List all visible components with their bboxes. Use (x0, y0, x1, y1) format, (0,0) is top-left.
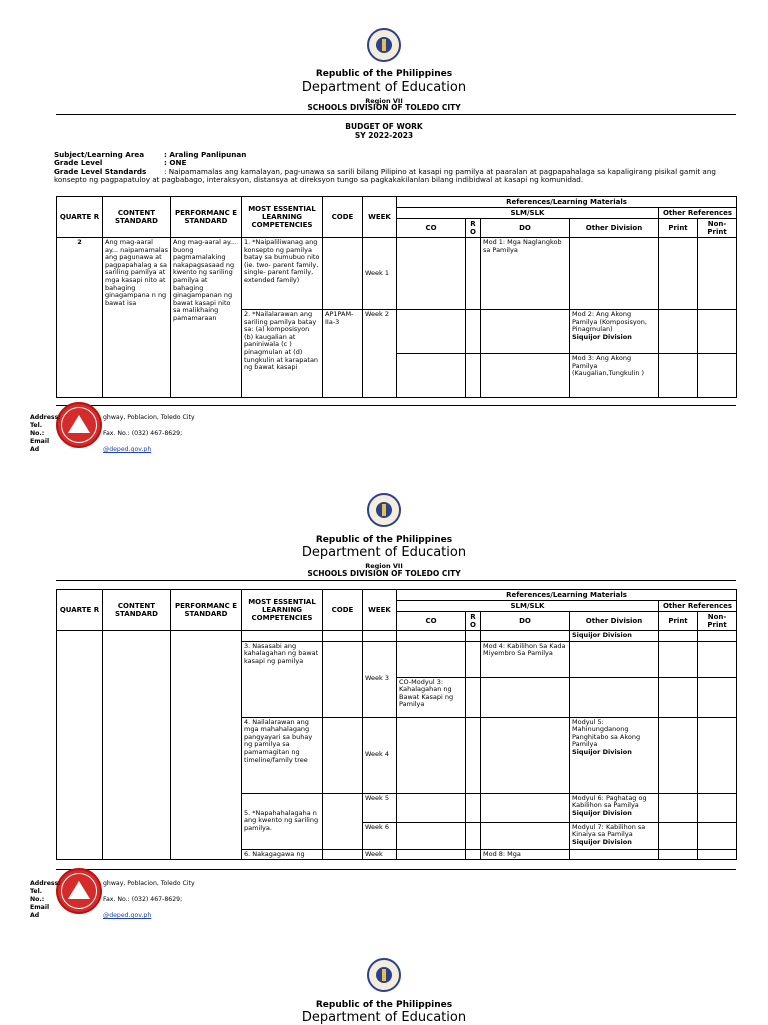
seal-logo-1 (367, 28, 401, 62)
subject-value: : Araling Panlipunan (164, 150, 247, 159)
tel-value: Fax. No.: (032) 467-8629; (103, 896, 183, 903)
col-ro: R O (466, 612, 481, 631)
performance-standard-cell: Ang mag-aaral ay... buong pagmamalaking nakapagsasaad ng kwento ng sariling pamilya at bahaging ginagampanan ng bawat kasapi nito sa malikhaing pamamaraan (171, 238, 242, 398)
other-division-cell (570, 717, 659, 793)
melc-cell (242, 631, 323, 642)
content-standard-cell: Ang mag-aaral ay... naipamamalas ang pagunawa at pagpapahalag a sa sariling pamilya at mga kasapi nito at bahaging ginagampana n ng bawat isa (103, 238, 171, 398)
col-references: References/Learning Materials (397, 197, 737, 208)
od-division: Siquijor Division (572, 837, 632, 846)
subject-info (54, 151, 740, 185)
col-performance-standard: PERFORMANC E STANDARD (171, 197, 242, 238)
address-label: Address: (30, 414, 61, 421)
print-cell (659, 717, 698, 793)
col-other-division: Other Division (570, 612, 659, 631)
department-heading: Department of Education (301, 545, 467, 560)
od-division: Siquijor Division (572, 332, 632, 341)
col-other-references: Other References (659, 208, 737, 219)
col-do: DO (481, 612, 570, 631)
col-other-references: Other References (659, 601, 737, 612)
subject-label: Subject/Learning Area (54, 150, 145, 159)
ro-cell (466, 310, 481, 354)
other-division-cell (570, 849, 659, 860)
header-divider (56, 114, 736, 115)
od-division: Siquijor Division (572, 747, 632, 756)
do-cell (481, 822, 570, 849)
col-co: CO (397, 612, 466, 631)
footer-2 (30, 880, 280, 920)
nonprint-cell (698, 677, 737, 717)
nonprint-cell (698, 849, 737, 860)
code-cell (323, 641, 363, 717)
col-print: Print (659, 612, 698, 631)
week-cell: Week 1 (363, 238, 397, 310)
od-text: Modyul 7: Kabilihon sa Kinaiya sa Pamilya (572, 822, 646, 839)
do-cell (481, 354, 570, 398)
do-cell: Mod 1: Mga Naglangkob sa Pamilya (481, 238, 570, 310)
col-code: CODE (323, 197, 363, 238)
ro-cell (466, 849, 481, 860)
week-cell: Week (363, 849, 397, 860)
tel-label: Tel. No.: (30, 888, 45, 903)
code-cell (323, 717, 363, 793)
co-cell (397, 849, 466, 860)
melc-cell: 5. *Napahahalagaha n ang kwento ng sariling pamilya. (242, 793, 323, 849)
print-cell (659, 631, 698, 642)
do-cell: Mod 4: Kabilihon Sa Kada Miyembro Sa Pamilya (481, 641, 570, 677)
od-text: Mod 2: Ang Akong Pamilya (Komposisyon, Pinagmulan) (572, 310, 647, 334)
footer-divider (56, 405, 736, 406)
col-co: CO (397, 219, 466, 238)
co-cell (397, 354, 466, 398)
melc-cell: 1. *Naipaliliwanag ang konsepto ng pamilya batay sa bumubuo nito (ie. two- parent family, single- parent family, extended family) (242, 238, 323, 310)
col-quarter: QUARTE R (57, 590, 103, 631)
col-print: Print (659, 219, 698, 238)
other-division-cell: Siquijor Division (570, 631, 659, 642)
division-label: SCHOOLS DIVISION OF TOLEDO CITY (307, 103, 461, 112)
region-label: Region VII (365, 562, 403, 570)
col-week: WEEK (363, 197, 397, 238)
address-label: Address: (30, 880, 61, 887)
other-division-cell (570, 793, 659, 822)
co-cell (397, 238, 466, 310)
republic-heading: Republic of the Philippines (315, 535, 453, 545)
co-cell (397, 641, 466, 677)
other-division-cell (570, 238, 659, 310)
co-cell (397, 717, 466, 793)
col-ro: R O (466, 219, 481, 238)
col-references: References/Learning Materials (397, 590, 737, 601)
week-cell: Week 2 (363, 310, 397, 398)
co-cell (397, 822, 466, 849)
footer-divider (56, 869, 736, 870)
od-text: Modyul 5: Mahinungdanong Panghitabo sa Akong Pamilya (572, 717, 641, 749)
grade-value: : ONE (164, 158, 187, 168)
standards-label: Grade Level Standards (54, 166, 147, 176)
col-week: WEEK (363, 590, 397, 631)
week-cell: Week 6 (363, 822, 397, 849)
quarter-cell (57, 631, 103, 860)
melc-cell: 3. Nasasabi ang kahalagahan ng bawat kasapi ng pamilya (242, 641, 323, 717)
col-nonprint: Non- Print (698, 219, 737, 238)
ro-cell (466, 354, 481, 398)
seal-logo-2 (367, 493, 401, 527)
col-content-standard: CONTENT STANDARD (103, 590, 171, 631)
co-cell (397, 631, 466, 642)
co-cell (397, 310, 466, 354)
print-cell (659, 641, 698, 677)
od-text: Modyul 6: Paghatag og Kabilihon sa Pamilya (572, 793, 647, 810)
other-division-cell (570, 822, 659, 849)
nonprint-cell (698, 641, 737, 677)
nonprint-cell (698, 793, 737, 822)
division-label: SCHOOLS DIVISION OF TOLEDO CITY (307, 569, 461, 578)
seal-logo-3 (367, 958, 401, 992)
ro-cell (466, 238, 481, 310)
melc-cell: 6. Nakagagawa ng (242, 849, 323, 860)
melc-cell: 4. Nailalarawan ang mga mahahalagang pangyayari sa buhay ng pamilya sa pamamagitan ng timeline/family tree (242, 717, 323, 793)
republic-heading: Republic of the Philippines (315, 69, 453, 79)
tel-label: Tel. No.: (30, 422, 45, 437)
email-label: Email Ad (30, 904, 50, 919)
grade-label: Grade Level (54, 158, 103, 168)
col-performance-standard: PERFORMANC E STANDARD (171, 590, 242, 631)
email-link[interactable]: @deped.gov.ph (103, 912, 152, 919)
budget-table-page2 (56, 589, 737, 860)
budget-table-page1 (56, 196, 737, 398)
code-cell (323, 631, 363, 642)
col-code: CODE (323, 590, 363, 631)
other-division-cell: Mod 3: Ang Akong Pamilya (Kaugalian,Tungkulin ) (570, 354, 659, 398)
col-nonprint: Non- Print (698, 612, 737, 631)
other-division-cell (570, 310, 659, 354)
ro-cell (466, 677, 481, 717)
col-slm: SLM/SLK (397, 208, 659, 219)
performance-standard-cell (171, 631, 242, 860)
ro-cell (466, 717, 481, 793)
co-cell (397, 793, 466, 822)
print-cell (659, 849, 698, 860)
col-quarter: QUARTE R (57, 197, 103, 238)
header-divider (56, 580, 736, 581)
quarter-cell: 2 (57, 238, 103, 398)
republic-heading: Republic of the Philippines (315, 1000, 453, 1010)
ro-cell (466, 631, 481, 642)
nonprint-cell (698, 238, 737, 310)
print-cell (659, 822, 698, 849)
budget-title-line1: BUDGET OF WORK (345, 122, 423, 131)
tel-value: Fax. No.: (032) 467-8629; (103, 430, 183, 437)
do-cell (481, 793, 570, 822)
content-standard-cell (103, 631, 171, 860)
standards-value: : Naipamamalas ang kamalayan, pag-unawa sa sarili bilang Pilipino at kasapi ng pamilya at paaralan at pagpapahalaga sa kapaligirang pisikal gamit ang konsepto ng pagpapatuloy at pagbabago, interaksyon, distansya at direksyon tungo sa pagkakakilanlan bilang indibidwal at kasapi ng komunidad. (54, 166, 716, 185)
print-cell (659, 354, 698, 398)
region-label: Region VII (365, 97, 403, 105)
week-cell: Week 3 (363, 641, 397, 717)
email-label: Email Ad (30, 438, 50, 453)
do-cell: Mod 8: Mga (481, 849, 570, 860)
od-division: Siquijor Division (572, 808, 632, 817)
do-cell (481, 631, 570, 642)
email-link[interactable]: @deped.gov.ph (103, 446, 152, 453)
budget-title-line2: SY 2022-2023 (354, 131, 414, 140)
col-do: DO (481, 219, 570, 238)
nonprint-cell (698, 310, 737, 354)
ro-cell (466, 822, 481, 849)
nonprint-cell (698, 354, 737, 398)
col-slm: SLM/SLK (397, 601, 659, 612)
code-cell (323, 793, 363, 849)
print-cell (659, 793, 698, 822)
ro-cell (466, 641, 481, 677)
col-melc: MOST ESSENTIAL LEARNING COMPETENCIES (242, 590, 323, 631)
melc-cell: 2. *Nailalarawan ang sariling pamilya batay sa: (a) komposisyon (b) kaugalian at paniniwala (c ) pinagmulan at (d) tungkulin at karapatan ng bawat kasapi (242, 310, 323, 398)
print-cell (659, 677, 698, 717)
footer-1 (30, 414, 280, 454)
address-value: ghway, Poblacion, Toledo City (103, 880, 195, 887)
ro-cell (466, 793, 481, 822)
code-cell (323, 849, 363, 860)
nonprint-cell (698, 822, 737, 849)
do-cell (481, 717, 570, 793)
co-cell: CO-Modyul 3: Kahalagahan ng Bawat Kasapi ng Pamilya (397, 677, 466, 717)
other-division-cell (570, 641, 659, 677)
print-cell (659, 310, 698, 354)
week-cell: Week 5 (363, 793, 397, 822)
col-other-division: Other Division (570, 219, 659, 238)
week-cell (363, 631, 397, 642)
col-content-standard: CONTENT STANDARD (103, 197, 171, 238)
do-cell (481, 310, 570, 354)
print-cell (659, 238, 698, 310)
week-cell: Week 4 (363, 717, 397, 793)
nonprint-cell (698, 717, 737, 793)
do-cell (481, 677, 570, 717)
nonprint-cell (698, 631, 737, 642)
code-cell (323, 238, 363, 310)
address-value: ghway, Poblacion, Toledo City (103, 414, 195, 421)
code-cell: AP1PAM- IIa-3 (323, 310, 363, 398)
department-heading: Department of Education (301, 80, 467, 95)
department-heading: Department of Education (301, 1010, 467, 1025)
other-division-cell (570, 677, 659, 717)
col-melc: MOST ESSENTIAL LEARNING COMPETENCIES (242, 197, 323, 238)
budget-title (0, 122, 768, 140)
